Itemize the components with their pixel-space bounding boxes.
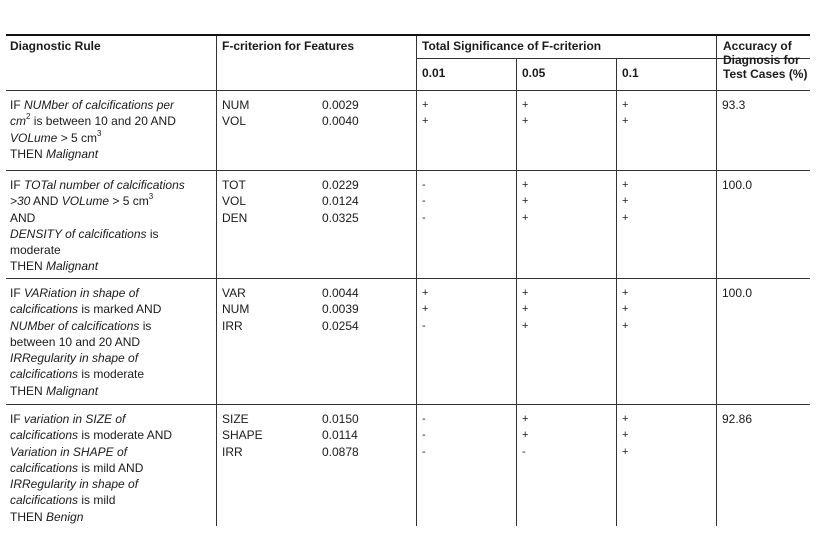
rule-segment: is moderate AND [78,428,173,443]
sig-01-mark: + [622,287,629,299]
rule-segment: IF [10,178,24,192]
sig-005-mark: + [522,115,529,128]
rule-segment: is marked AND [78,302,162,317]
col-divider [516,59,517,526]
col-divider [716,36,717,526]
f-value: 0.0124 [322,194,359,209]
rule-segment: Malignant [46,146,99,161]
rule-line [10,146,176,162]
rule-segment: cm [10,114,26,129]
rule-segment: THEN [10,509,46,524]
f-value: 0.0044 [322,286,359,300]
sig-01-mark: + [622,413,629,425]
f-value: 0.0029 [322,98,359,112]
rule-segment: variation in SIZE of [24,412,126,426]
rule-segment: is moderate [78,367,145,382]
rule-line [10,97,176,113]
feature-code-column [222,411,263,460]
f-value-column [322,411,359,460]
rule-line [10,258,185,274]
rule-segment: > 5 cm [57,130,98,145]
sig-005-mark-column [522,177,528,226]
f-value-column [322,177,359,226]
row-divider [6,170,810,171]
feature-code: NUM [222,98,250,112]
rule-line [10,210,185,226]
f-value: 0.0254 [322,318,359,333]
rule-segment: moderate [10,243,61,258]
feature-code: NUM [222,302,250,317]
rule-segment: is between 10 and 20 AND [30,114,176,129]
row-divider [6,404,810,405]
sig-01-mark-column [622,97,628,130]
sig-01-mark: + [622,179,629,191]
diagnostic-rule-text [10,285,161,399]
rule-segment: is mild AND [78,460,144,475]
rule-segment: AND [30,194,62,209]
rule-line [10,411,172,427]
rule-segment: calcifications [10,460,79,475]
rule-line [10,318,161,334]
rule-line [10,427,172,443]
rule-segment: is [146,226,159,241]
feature-code: SHAPE [222,428,263,443]
feature-code-column [222,285,249,334]
feature-code: IRR [222,318,243,333]
f-value-column [322,97,359,130]
rule-line [10,242,185,258]
sig-001-mark: - [422,195,426,208]
sig-01-mark: + [622,115,629,128]
sig-001-mark: - [422,211,426,224]
row-divider [6,278,810,279]
rule-segment: VARiation in shape of [24,286,139,300]
rule-segment: calcifications [10,493,79,508]
accuracy-value: 100.0 [722,286,753,300]
rule-segment: >30 [10,194,31,209]
rule-segment: between 10 and 20 AND [10,334,141,349]
sig-001-mark: + [422,115,429,128]
sig-01-mark: + [622,429,629,442]
rule-segment: IRRegularity in shape of [10,351,139,366]
col-divider [216,36,217,526]
rule-segment: AND [10,210,36,225]
f-value: 0.0040 [322,114,359,129]
sig-001-mark: + [422,99,429,111]
sig-001-mark: - [422,445,426,458]
accuracy-value: 93.3 [722,98,746,112]
rule-line [10,177,185,193]
diagnostic-rule-text [10,97,176,162]
header-accuracy: Accuracy of Diagnosis for Test Cases (%) [723,39,808,81]
sig-01-mark: + [622,195,629,208]
feature-code: VOL [222,114,247,129]
sig-005-mark: + [522,303,529,316]
diagnostic-rule-text [10,177,185,275]
feature-code-column [222,97,249,130]
rule-line [10,444,172,460]
header-diagnostic-rule: Diagnostic Rule [10,39,101,53]
sig-01-mark: + [622,303,629,316]
f-value: 0.0878 [322,444,359,459]
f-value-column [322,285,359,334]
feature-code: TOT [222,178,246,192]
sig-001-mark-column [422,411,426,460]
accuracy-value: 92.86 [722,412,753,426]
rule-segment: is [139,318,152,333]
rule-line [10,350,161,366]
f-value: 0.0325 [322,210,359,225]
header-rule [6,90,810,91]
rule-segment: NUMber of calcifications [10,318,140,333]
rule-line [10,285,161,301]
sig-001-mark: - [422,413,426,425]
rule-segment: VOLume [61,194,110,209]
sig-005-mark: - [522,445,526,458]
sig-005-mark: + [522,99,529,111]
header-level-001: 0.01 [422,66,446,80]
sig-005-mark: + [522,429,529,442]
rule-segment: calcifications [10,428,79,443]
sig-005-mark: + [522,413,529,425]
sig-001-mark: - [422,319,426,332]
feature-code-column [222,177,247,226]
rule-segment: Benign [46,509,84,524]
sig-001-mark: - [422,429,426,442]
sig-01-mark: + [622,99,629,111]
rule-segment: is mild [78,493,116,508]
rule-segment: IF [10,412,24,426]
rule-segment: calcifications [10,302,79,317]
feature-code: VOL [222,194,247,209]
sig-005-mark-column [522,97,528,130]
rule-segment: calcifications [10,367,79,382]
top-rule [6,34,810,36]
rule-segment: TOTal number of calcifications [24,178,185,192]
diagnostic-rule-text [10,411,172,525]
sig-001-mark: + [422,287,429,299]
f-value: 0.0229 [322,178,359,192]
sig-005-mark: + [522,319,529,332]
rule-segment: Malignant [46,259,99,274]
rule-line [10,113,176,129]
rule-line [10,383,161,399]
sig-005-mark-column [522,285,528,334]
sig-001-mark: + [422,303,429,316]
rule-line [10,509,172,525]
rule-line [10,492,172,508]
sig-005-mark: + [522,179,529,191]
col-divider [616,59,617,526]
sig-001-mark-column [422,285,428,334]
rule-segment: THEN [10,259,46,274]
rule-line [10,130,176,146]
feature-code: VAR [222,286,246,300]
sig-01-mark: + [622,211,629,224]
rule-line [10,193,185,209]
sig-005-mark-column [522,411,528,460]
rule-segment: IF [10,98,24,112]
header-level-01: 0.1 [622,66,639,80]
rule-segment: THEN [10,383,46,398]
col-divider [416,36,417,526]
f-value: 0.0150 [322,412,359,426]
sig-001-mark-column [422,177,426,226]
feature-code: DEN [222,210,248,225]
rule-segment: 2 [26,112,31,122]
sig-01-mark-column [622,411,628,460]
rule-segment: VOLume [10,130,58,145]
sig-001-mark: - [422,179,426,191]
sig-005-mark: + [522,195,529,208]
f-value: 0.0039 [322,302,359,317]
header-f-criterion: F-criterion for Features [222,39,355,53]
rule-segment: 3 [148,192,154,202]
sig-01-mark-column [622,285,628,334]
feature-code: IRR [222,444,243,459]
sig-01-mark: + [622,319,629,332]
f-value: 0.0114 [322,428,358,443]
rule-line [10,460,172,476]
rule-segment: IF [10,286,24,300]
rule-line [10,366,161,382]
rule-line [10,301,161,317]
rule-segment: 3 [97,128,102,138]
sig-01-mark-column [622,177,628,226]
sig-001-mark-column [422,97,428,130]
rule-line [10,334,161,350]
header-total-significance: Total Significance of F-criterion [422,39,602,53]
rule-segment: THEN [10,146,46,161]
accuracy-value: 100.0 [722,178,753,192]
sig-005-mark: + [522,287,529,299]
feature-code: SIZE [222,412,249,426]
rule-segment: NUMber of calcifications per [24,98,175,112]
rule-segment: IRRegularity in shape of [10,477,139,492]
header-level-005: 0.05 [522,66,546,80]
sig-01-mark: + [622,445,629,458]
rule-segment: Malignant [46,383,99,398]
sig-005-mark: + [522,211,529,224]
rule-line [10,226,185,242]
rule-segment: Variation in SHAPE of [10,444,127,459]
rule-segment: DENSITY of calcifications [10,226,147,241]
rule-segment: > 5 cm [109,194,149,209]
rule-line [10,476,172,492]
